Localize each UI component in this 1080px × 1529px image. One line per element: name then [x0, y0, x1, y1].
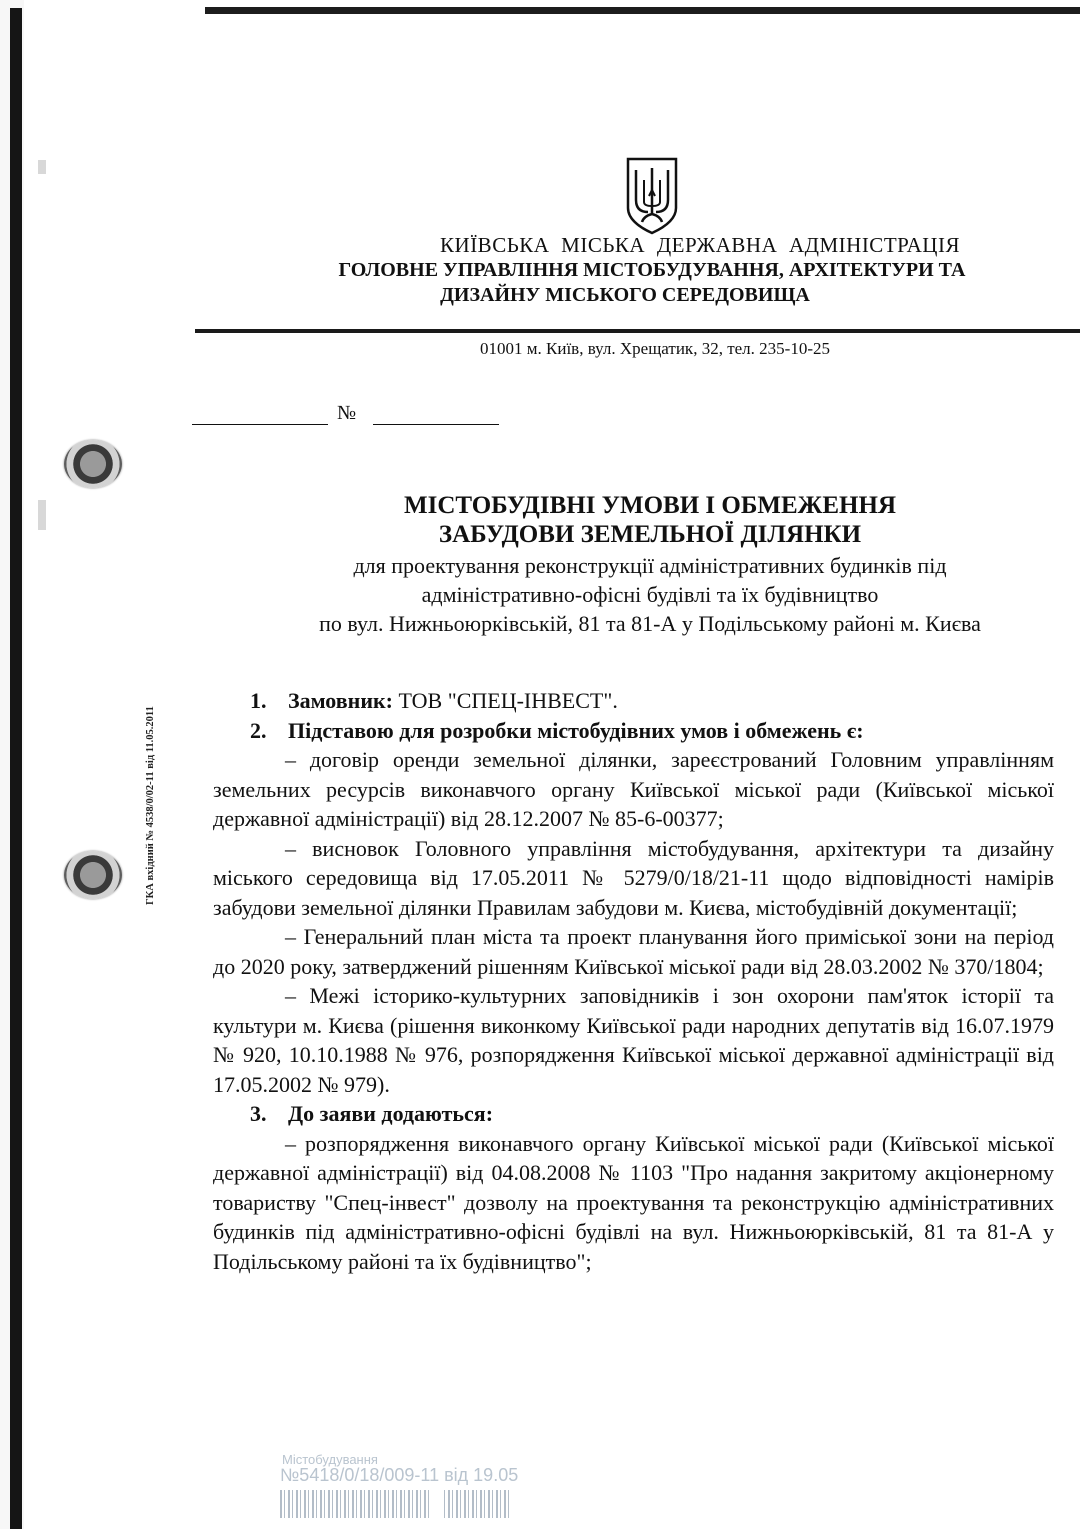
header-rule — [195, 329, 1080, 333]
item-text: ТОВ "СПЕЦ-ІНВЕСТ". — [393, 688, 618, 713]
registration-line — [192, 402, 499, 425]
list-item: 2. Підставою для розробки містобудівних умов і обмежень є: — [250, 717, 864, 743]
paragraph: – Межі історико-культурних заповідників і зон охорони пам'яток історії та культури м. Києва (рішення виконкому Київської ради народних депутатів від 16.07.1979 № 920, 10.10.1988 № 976, розпорядження Київської міської державної адміністрації від 17.05.2002 № 979). — [213, 983, 1054, 1097]
org-name-line2: ГОЛОВНЕ УПРАВЛІННЯ МІСТОБУДУВАННЯ, АРХІТЕКТУРИ ТА — [338, 259, 966, 281]
doc-subtitle-line3: по вул. Нижньоюрківській, 81 та 81-А у Подільському районі м. Києва — [319, 611, 981, 636]
scan-artifact — [38, 160, 46, 174]
item-label: До заяви додаються: — [288, 1101, 494, 1126]
punch-hole-top — [64, 440, 122, 488]
barcode-gap — [430, 1490, 444, 1518]
incoming-stamp: ГКА вхідний № 4538/0/02-11 від 11.05.2011 — [145, 706, 156, 905]
paragraph: – Генеральний план міста та проект планування його приміської зони на період до 2020 року, затверджений рішенням Київської міської ради від 28.03.2002 № 370/1804; — [213, 924, 1054, 979]
doc-subtitle-line1: для проектування реконструкції адміністративних будинків під — [353, 553, 947, 578]
barcode-bars — [280, 1490, 512, 1518]
coat-of-arms-icon — [624, 156, 680, 236]
scan-border-top — [205, 7, 1080, 14]
number-blank — [373, 402, 499, 425]
paragraph: – договір оренди земельної ділянки, зареєстрований Головним управлінням земельних ресурсів виконавчого органу Київської міської ради (Київської міської державної адміністрації) від 28.12.2007 № 85-6-00377; — [213, 747, 1054, 831]
scan-border-left — [10, 8, 22, 1529]
punch-hole-bottom — [64, 851, 122, 899]
list-item: 1. Замовник: ТОВ "СПЕЦ-ІНВЕСТ". — [250, 688, 618, 713]
item-label: Замовник: — [288, 688, 393, 713]
list-item: 3. До заяви додаються: — [250, 1101, 494, 1126]
number-sign: № — [337, 402, 357, 424]
barcode-caption: Містобудування — [282, 1452, 378, 1467]
paragraph: – висновок Головного управління містобудування, архітектури та дизайну міського середовища від 17.05.2011 № 5279/0/18/21-11 щодо відповідності намірів забудови земельної ділянки Правилам забудови м. Києва, містобудівній документації; — [213, 835, 1054, 920]
org-name-line1: КИЇВСЬКА МІСЬКА ДЕРЖАВНА АДМІНІСТРАЦІЯ — [440, 233, 960, 257]
document-body — [213, 686, 1054, 1276]
doc-title-line1: МІСТОБУДІВНІ УМОВИ І ОБМЕЖЕННЯ — [404, 492, 896, 519]
date-blank — [192, 402, 328, 425]
paragraph: – розпорядження виконавчого органу Київської міської ради (Київської міської державної адміністрації) від 04.08.2008 № 1103 "Про надання закритому акціонерному товариству "Спец-інвест" дозволу на проектування та реконструкцію адміністративних будинків під адміністративно-офісні будівлі на вул. Нижньоюрківській, 81 та 81-А у Подільському районі та їх будівництво"; — [213, 1130, 1054, 1274]
registration-barcode — [280, 1450, 520, 1522]
barcode-number: №5418/0/18/009-11 від 19.05 — [280, 1465, 519, 1485]
doc-subtitle-line2: адміністративно-офісні будівлі та їх будівництво — [421, 582, 879, 607]
doc-title-line2: ЗАБУДОВИ ЗЕМЕЛЬНОЇ ДІЛЯНКИ — [438, 521, 862, 548]
org-name-line3: ДИЗАЙНУ МІСЬКОГО СЕРЕДОВИЩА — [440, 284, 810, 306]
item-label: Підставою для розробки містобудівних умов і обмежень є: — [288, 717, 864, 743]
org-address: 01001 м. Київ, вул. Хрещатик, 32, тел. 235-10-25 — [480, 339, 830, 358]
